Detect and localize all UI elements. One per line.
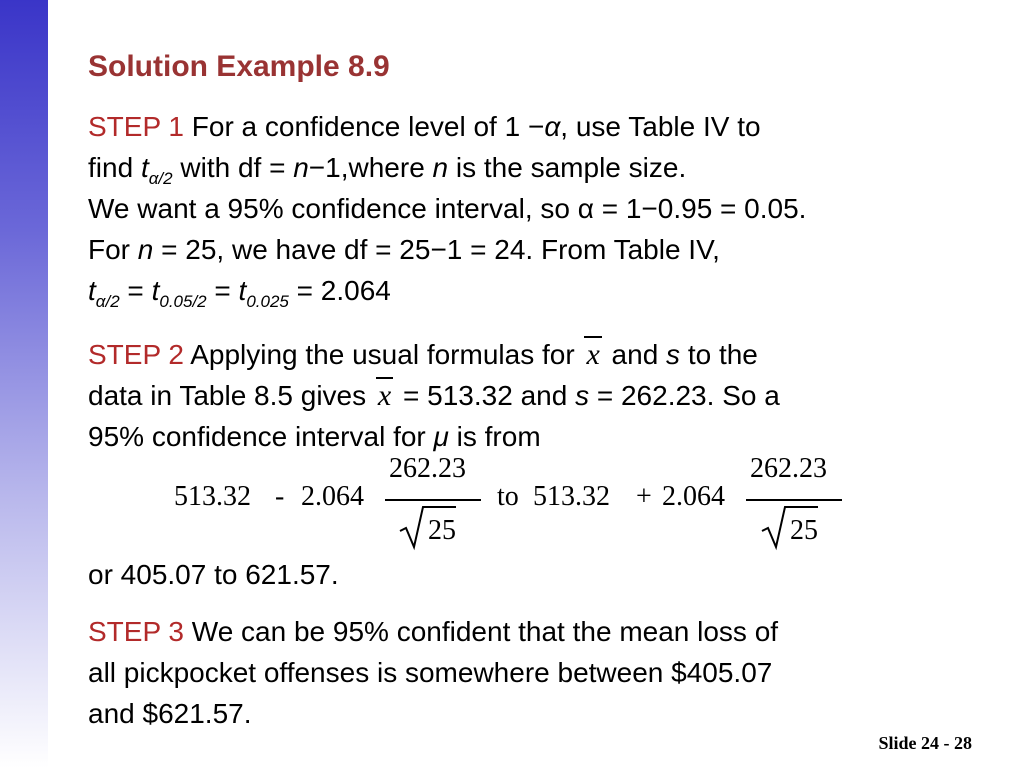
- step1-line3: We want a 95% confidence interval, so α = 1−0.95 = 0.05.: [88, 193, 807, 224]
- step2-line3: 95% confidence interval for μ is from: [88, 421, 541, 452]
- step1-line4: For n = 25, we have df = 25−1 = 24. From Table IV,: [88, 234, 720, 265]
- step3-label: STEP 3: [88, 616, 184, 647]
- step2-label: STEP 2: [88, 339, 184, 370]
- step2-result: or 405.07 to 621.57.: [88, 559, 339, 590]
- step1-line1: STEP 1 For a confidence level of 1 −α, use Table IV to: [88, 111, 761, 142]
- sidebar-gradient: [0, 0, 48, 768]
- formula-to: to: [497, 481, 519, 512]
- step1-line5: $t_{\alpha/2} = t_{0.05/2} = t_{0.025} = 2.064$: [88, 275, 391, 311]
- step3-line1: STEP 3 We can be 95% confident that the mean loss of: [88, 616, 779, 647]
- formula-den1: 25: [428, 515, 456, 546]
- formula-mean1: 513.32: [174, 481, 251, 512]
- formula-mean2: 513.32: [533, 481, 610, 512]
- formula-plus: +: [636, 481, 652, 512]
- fraction-line-1: [385, 499, 481, 501]
- step1-line2: find $t_{\alpha/2}$ with df = n−1,where n is the sample size.: [88, 152, 687, 188]
- formula-minus: -: [275, 481, 285, 512]
- slide-title: Solution Example 8.9: [88, 50, 390, 83]
- xbar-symbol: x: [377, 379, 392, 412]
- slide-number: Slide 24 - 28: [878, 733, 972, 753]
- formula-tval2: 2.064: [662, 481, 725, 512]
- xbar-symbol: x: [586, 338, 600, 371]
- formula-num2: 262.23: [750, 453, 827, 484]
- formula-tval1: 2.064: [301, 481, 364, 512]
- step3-line3: and $621.57.: [88, 698, 252, 729]
- fraction-line-2: [746, 499, 842, 501]
- step2-line2: data in Table 8.5 gives x = 513.32 and s = 262.23. So a: [88, 379, 780, 412]
- formula-num1: 262.23: [389, 453, 466, 484]
- formula-den2: 25: [790, 515, 818, 546]
- step2-line1: STEP 2 Applying the usual formulas for x and s to the: [88, 338, 758, 371]
- step1-label: STEP 1: [88, 111, 184, 142]
- step3-line2: all pickpocket offenses is somewhere between $405.07: [88, 657, 773, 688]
